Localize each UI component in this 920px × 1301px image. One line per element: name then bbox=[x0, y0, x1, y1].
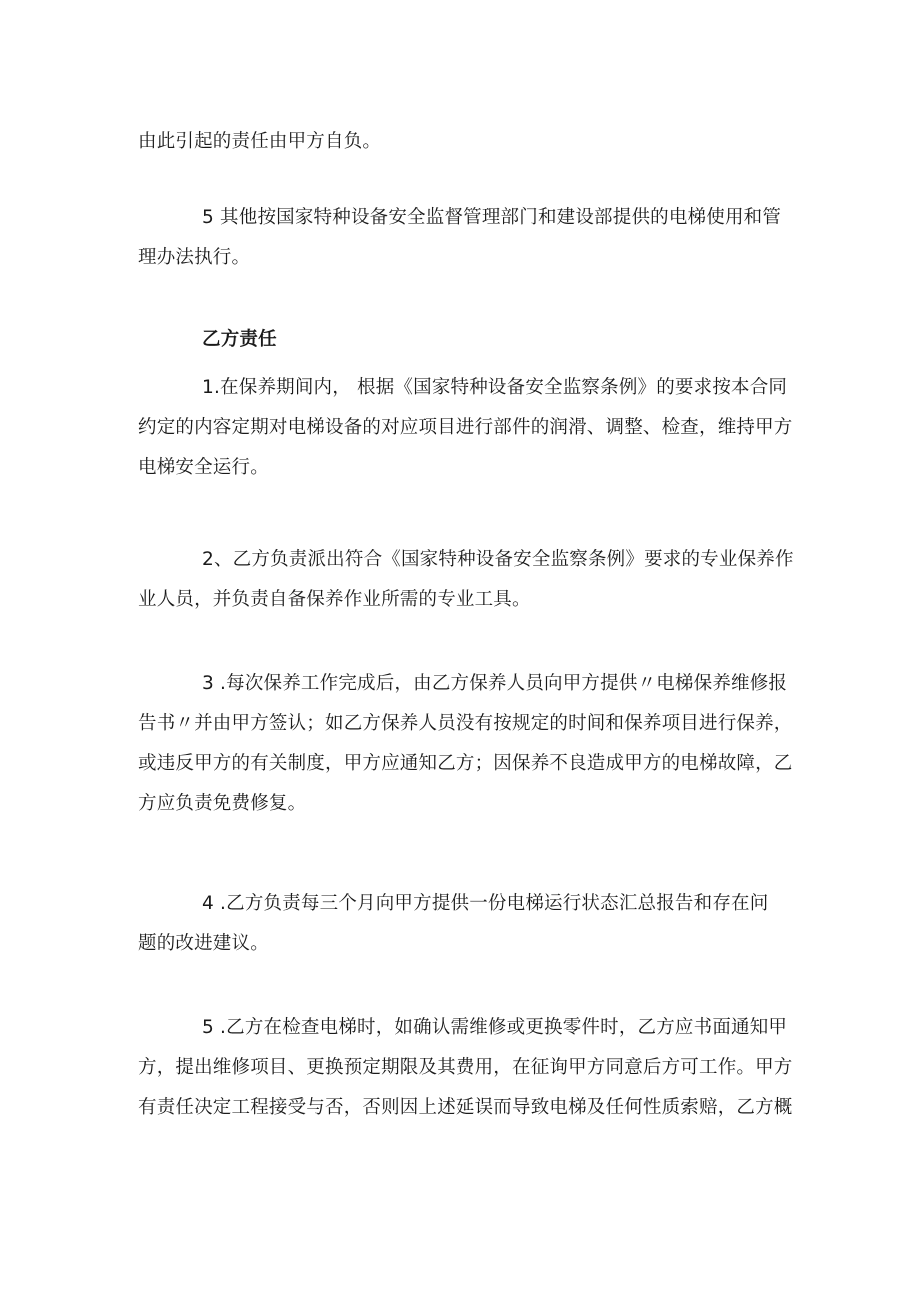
paragraph-item-1 bbox=[138, 368, 793, 488]
paragraph-item-5-owner bbox=[138, 198, 788, 278]
paragraph-item-2 bbox=[138, 540, 794, 620]
text-line: 题的改进建议。 bbox=[138, 933, 269, 954]
paragraph-continuation bbox=[138, 122, 788, 162]
text-line: 2、乙方负责派出符合《国家特种设备安全监察条例》要求的专业保养作 bbox=[202, 549, 794, 570]
text-line: 有责任决定工程接受与否，否则因上述延误而导致电梯及任何性质索赔，乙方概 bbox=[138, 1097, 793, 1118]
paragraph-item-4 bbox=[138, 884, 788, 964]
section-heading-party-b bbox=[138, 320, 788, 360]
text-line: 由此引起的责任由甲方自负。 bbox=[138, 131, 382, 152]
text-line: 方应负责免费修复。 bbox=[138, 793, 307, 814]
text-line: 或违反甲方的有关制度，甲方应通知乙方；因保养不良造成甲方的电梯故障，乙 bbox=[138, 753, 793, 774]
text-line: 电梯安全运行。 bbox=[138, 457, 269, 478]
paragraph-item-5-party-b bbox=[138, 1008, 793, 1128]
text-line: 4 .乙方负责每三个月向甲方提供一份电梯运行状态汇总报告和存在问 bbox=[202, 893, 769, 914]
text-line: 告书〃并由甲方签认；如乙方保养人员没有按规定的时间和保养项目进行保养， bbox=[138, 713, 793, 734]
text-line: 方，提出维修项目、更换预定期限及其费用，在征询甲方同意后方可工作。甲方 bbox=[138, 1057, 793, 1078]
text-line: 1.在保养期间内， 根据《国家特种设备安全监察条例》的要求按本合同 bbox=[202, 377, 788, 398]
text-line: 业人员，并负责自备保养作业所需的专业工具。 bbox=[138, 589, 531, 610]
text-line: 5 .乙方在检查电梯时，如确认需维修或更换零件时，乙方应书面通知甲 bbox=[202, 1017, 788, 1038]
paragraph-item-3 bbox=[138, 664, 793, 824]
text-line: 约定的内容定期对电梯设备的对应项目进行部件的润滑、调整、检查，维持甲方 bbox=[138, 417, 793, 438]
text-line: 5 其他按国家特种设备安全监督管理部门和建设部提供的电梯使用和管 bbox=[202, 207, 782, 228]
text-line: 理办法执行。 bbox=[138, 247, 251, 268]
section-heading: 乙方责任 bbox=[202, 329, 277, 350]
text-line: 3 .每次保养工作完成后，由乙方保养人员向甲方提供〃电梯保养维修报 bbox=[202, 673, 788, 694]
